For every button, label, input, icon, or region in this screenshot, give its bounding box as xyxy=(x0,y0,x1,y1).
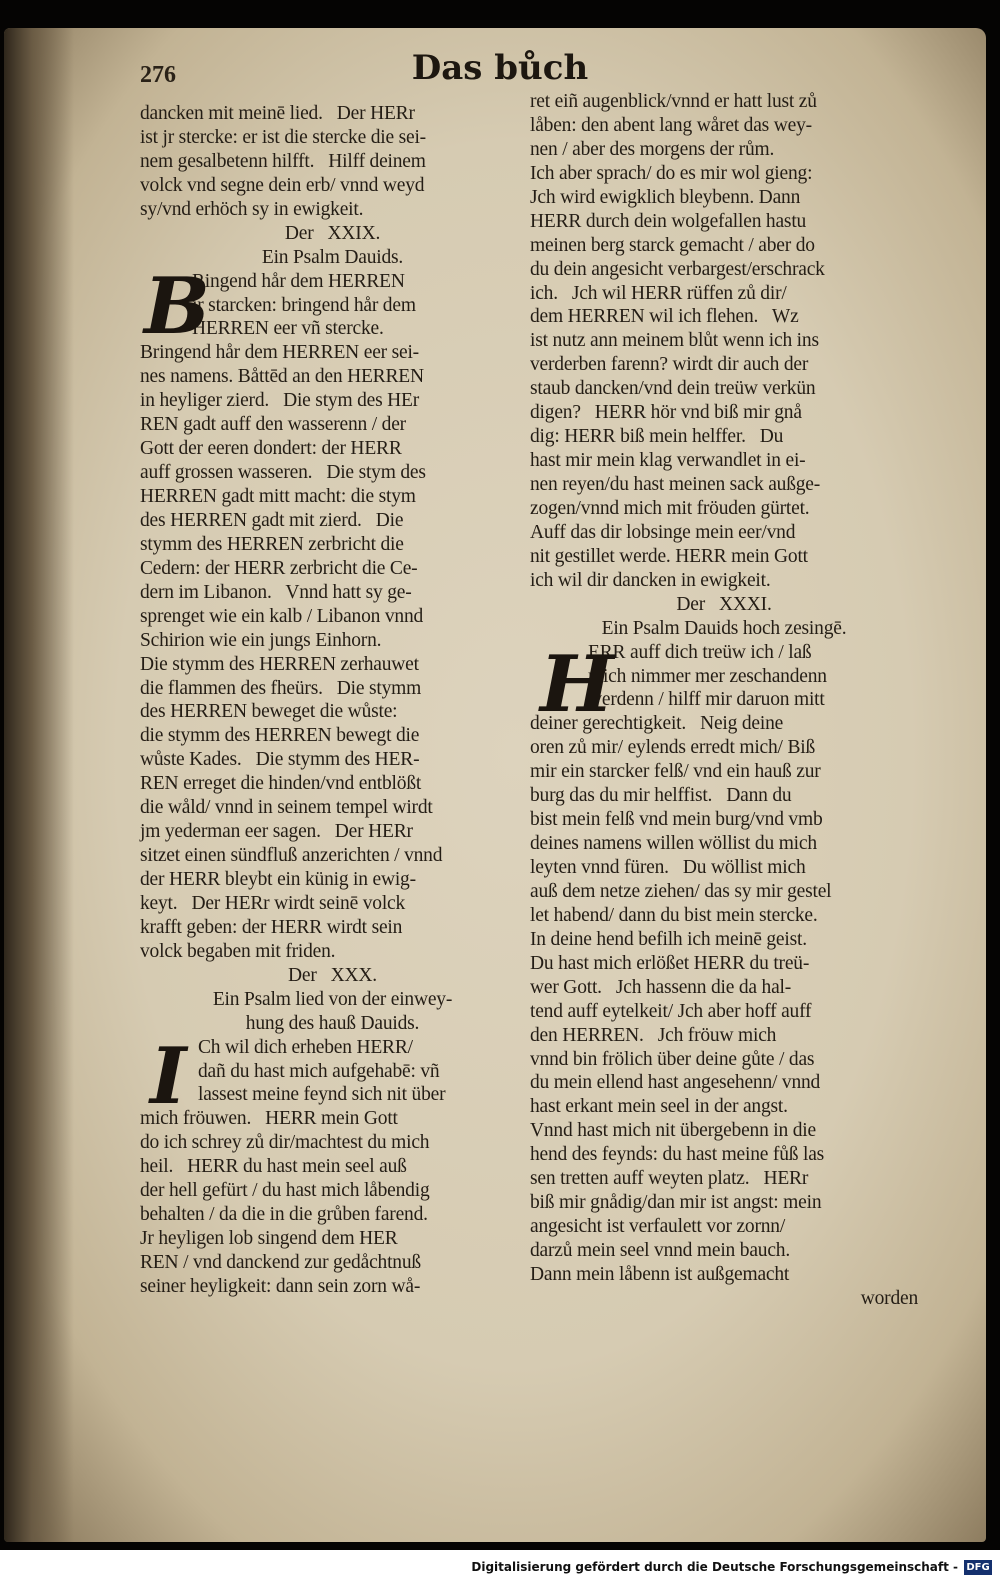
text-line: bist mein felß vnd mein burg/vnd vmb xyxy=(530,809,823,831)
text-line: die flammen des fheürs. Die stymm xyxy=(140,677,422,699)
text-line: Die stymm des HERREN zerhauwet xyxy=(140,653,419,675)
text-line: verderben farenn? wirdt dir auch der xyxy=(530,354,809,376)
text-line: mich nimmer mer zeschandenn xyxy=(588,665,827,687)
text-line: in heyliger zierd. Die stym des HEr xyxy=(140,390,420,412)
text-line: der HERR bleybt ein künig in ewig- xyxy=(140,869,416,890)
text-line: heil. HERR du hast mein seel auß xyxy=(140,1156,407,1178)
text-line: wůste Kades. Die stymm des HER- xyxy=(140,749,420,771)
text-line: deiner gerechtigkeit. Neig deine xyxy=(530,713,784,735)
text-line: jm yederman eer sagen. Der HERr xyxy=(140,821,413,843)
text-line: nem gesalbetenn hilfft. Hilff deinem xyxy=(140,150,426,172)
text-line: dig: HERR biß mein helffer. Du xyxy=(530,426,784,448)
text-line: werdenn / hilff mir daruon mitt xyxy=(588,689,825,711)
text-line: mir ein starcker felß/ vnd ein hauß zur xyxy=(530,761,821,783)
text-line: stymm des HERREN zerbricht die xyxy=(140,533,404,555)
text-line: leyten vnnd füren. Du wöllist mich xyxy=(530,857,806,878)
text-line: REN erreget die hinden/vnd entblößt xyxy=(140,773,422,795)
text-line: Der XXIX. xyxy=(284,222,381,244)
text-line: dem HERREN wil ich flehen. Wz xyxy=(530,306,799,328)
text-line: seiner heyligkeit: dann sein zorn wå- xyxy=(140,1275,421,1297)
text-line: Der XXX. xyxy=(288,964,377,986)
text-line: ERR auff dich treüw ich / laß xyxy=(588,641,812,663)
text-line: des HERREN beweget die wůste: xyxy=(140,701,398,723)
text-line: behalten / da die in die grůben farend. xyxy=(140,1204,428,1226)
text-line: REN gadt auff den wasserenn / der xyxy=(140,414,406,436)
text-line: ist nutz ann meinem blůt wenn ich ins xyxy=(530,330,819,352)
text-line: biß mir gnådig/dan mir ist angst: mein xyxy=(530,1192,822,1214)
text-line: lassest meine feynd sich nit über xyxy=(198,1084,446,1106)
text-line: dancken mit meinē lied. Der HERr xyxy=(140,103,415,124)
text-line: Cedern: der HERR zerbricht die Ce- xyxy=(140,557,418,579)
text-line: Auff das dir lobsinge mein eer/vnd xyxy=(530,521,796,543)
text-line: nen / aber des morgens der rům. xyxy=(530,138,775,160)
text-line: Ich aber sprach/ do es mir wol gieng: xyxy=(530,162,813,184)
text-line: nit gestillet werde. HERR mein Gott xyxy=(530,545,808,567)
text-line: nen reyen/du hast meinen sack außge- xyxy=(530,474,821,495)
text-line: sen tretten auff weyten platz. HERr xyxy=(530,1168,809,1190)
text-line: Du hast mich erlößet HERR du treü- xyxy=(530,952,810,974)
text-line: du dein angesicht verbargest/erschrack xyxy=(530,258,825,280)
text-line: digen? HERR hör vnd biß mir gnå xyxy=(530,402,802,424)
drop-cap-psalm-31: H xyxy=(540,639,614,730)
text-line: keyt. Der HERr wirdt seinē volck xyxy=(140,892,406,914)
text-line: sprenget wie ein kalb / Libanon vnnd xyxy=(140,605,424,627)
text-line: den HERREN. Jch fröuw mich xyxy=(530,1024,777,1046)
text-line: Jr heyligen lob singend dem HER xyxy=(140,1228,398,1250)
text-line: burg das du mir helffist. Dann du xyxy=(530,785,792,807)
text-line: hast mir mein klag verwandlet in ei- xyxy=(530,450,806,472)
text-line: worden xyxy=(860,1287,918,1309)
funding-credit: Digitalisierung gefördert durch die Deutsche Forschungsgemeinschaft - xyxy=(471,1560,958,1574)
text-line: Ein Psalm Dauids. xyxy=(261,246,404,268)
text-line: Schirion wie ein jungs Einhorn. xyxy=(140,629,382,651)
text-line: auff grossen wasseren. Die stym des xyxy=(140,462,426,484)
text-line: do ich schrey zů dir/machtest du mich xyxy=(140,1132,430,1154)
text-line: krafft geben: der HERR wirdt sein xyxy=(140,916,403,938)
text-line: ich wil dir dancken in ewigkeit. xyxy=(530,569,771,591)
text-line: meinen berg starck gemacht / aber do xyxy=(530,234,815,256)
text-line: sy/vnd erhöch sy in ewigkeit. xyxy=(140,198,364,220)
text-line: nes namens. Båttēd an den HERREN xyxy=(140,366,424,388)
drop-cap-psalm-30: I xyxy=(150,1031,187,1122)
drop-cap-psalm-29: B xyxy=(144,261,210,352)
text-line: Vnnd hast mich nit übergebenn in die xyxy=(530,1120,816,1142)
text-line: auß dem netze ziehen/ das sy mir gestel xyxy=(530,880,832,902)
dfg-logo: DFG xyxy=(964,1560,992,1575)
text-line: der hell gefürt / du hast mich låbendig xyxy=(140,1180,430,1202)
text-line: ret eiñ augenblick/vnnd er hatt lust zů xyxy=(530,91,817,112)
text-line: HERREN eer vñ stercke. xyxy=(192,318,384,340)
text-line: volck begaben mit friden. xyxy=(140,940,336,962)
text-line: hung des hauß Dauids. xyxy=(245,1012,420,1034)
text-line: ich. Jch wil HERR rüffen zů dir/ xyxy=(530,282,787,304)
text-line: dern im Libanon. Vnnd hatt sy ge- xyxy=(140,581,412,603)
text-line: Dann mein låbenn ist außgemacht xyxy=(530,1263,790,1285)
text-line: du mein ellend hast angesehenn/ vnnd xyxy=(530,1072,821,1094)
footer-bar xyxy=(0,1550,1000,1588)
text-line: wer Gott. Jch hassenn die da hal- xyxy=(530,976,792,998)
text-line: tend auff eytelkeit/ Jch aber hoff auff xyxy=(530,1000,812,1022)
text-line: Ringend hår dem HERREN xyxy=(192,270,405,292)
text-line: ist jr stercke: er ist die stercke die sei- xyxy=(140,126,426,148)
text-line: Ch wil dich erheben HERR/ xyxy=(198,1036,413,1058)
text-line: Ein Psalm lied von der einwey- xyxy=(212,988,453,1010)
text-line: Der XXXI. xyxy=(676,593,772,615)
text-line: Ein Psalm Dauids hoch zesingē. xyxy=(601,617,847,639)
text-line: jr starcken: bringend hår dem xyxy=(192,294,416,316)
page-number: 276 xyxy=(140,62,176,88)
text-line: sitzet einen sündfluß anzerichten / vnnd xyxy=(140,845,443,867)
text-line: hend des feynds: du hast meine fůß las xyxy=(530,1144,825,1166)
text-line: die stymm des HERREN bewegt die xyxy=(140,725,420,747)
text-line: HERR durch dein wolgefallen hastu xyxy=(530,210,807,232)
text-line: dañ du hast mich aufgehabē: vñ xyxy=(198,1060,440,1082)
text-line: mich fröuwen. HERR mein Gott xyxy=(140,1108,398,1130)
text-line: Gott der eeren dondert: der HERR xyxy=(140,438,402,460)
text-line: In deine hend befilh ich meinē geist. xyxy=(530,928,807,950)
text-line: des HERREN gadt mit zierd. Die xyxy=(140,509,404,531)
text-line: hast erkant mein seel in der angst. xyxy=(530,1096,788,1118)
text-line: vnnd bin frölich über deine gůte / das xyxy=(530,1048,815,1070)
text-line: darzů mein seel vnnd mein bauch. xyxy=(530,1240,791,1261)
text-line: oren zů mir/ eylends erredt mich/ Biß xyxy=(530,737,816,759)
text-line: volck vnd segne dein erb/ vnnd weyd xyxy=(140,174,425,196)
text-line: let habend/ dann du bist mein stercke. xyxy=(530,904,818,926)
text-line: HERREN gadt mitt macht: die stym xyxy=(140,486,416,507)
text-line: REN / vnd danckend zur gedåchtnuß xyxy=(140,1252,421,1273)
running-head: Das bůch xyxy=(411,48,589,88)
text-line: deines namens willen wöllist du mich xyxy=(530,833,817,855)
text-line: angesicht ist verfaulett vor zornn/ xyxy=(530,1216,786,1238)
book-gutter-shadow xyxy=(4,28,74,1542)
text-line: Jch wird ewigklich bleybenn. Dann xyxy=(530,186,801,208)
text-line: die wåld/ vnnd in seinem tempel wirdt xyxy=(140,797,433,819)
text-line: låben: den abent lang wåret das wey- xyxy=(530,114,812,136)
text-line: Bringend hår dem HERREN eer sei- xyxy=(140,342,419,364)
text-line: staub dancken/vnd dein treüw verkün xyxy=(530,378,816,400)
text-line: zogen/vnnd mich mit fröuden gürtet. xyxy=(530,497,810,519)
